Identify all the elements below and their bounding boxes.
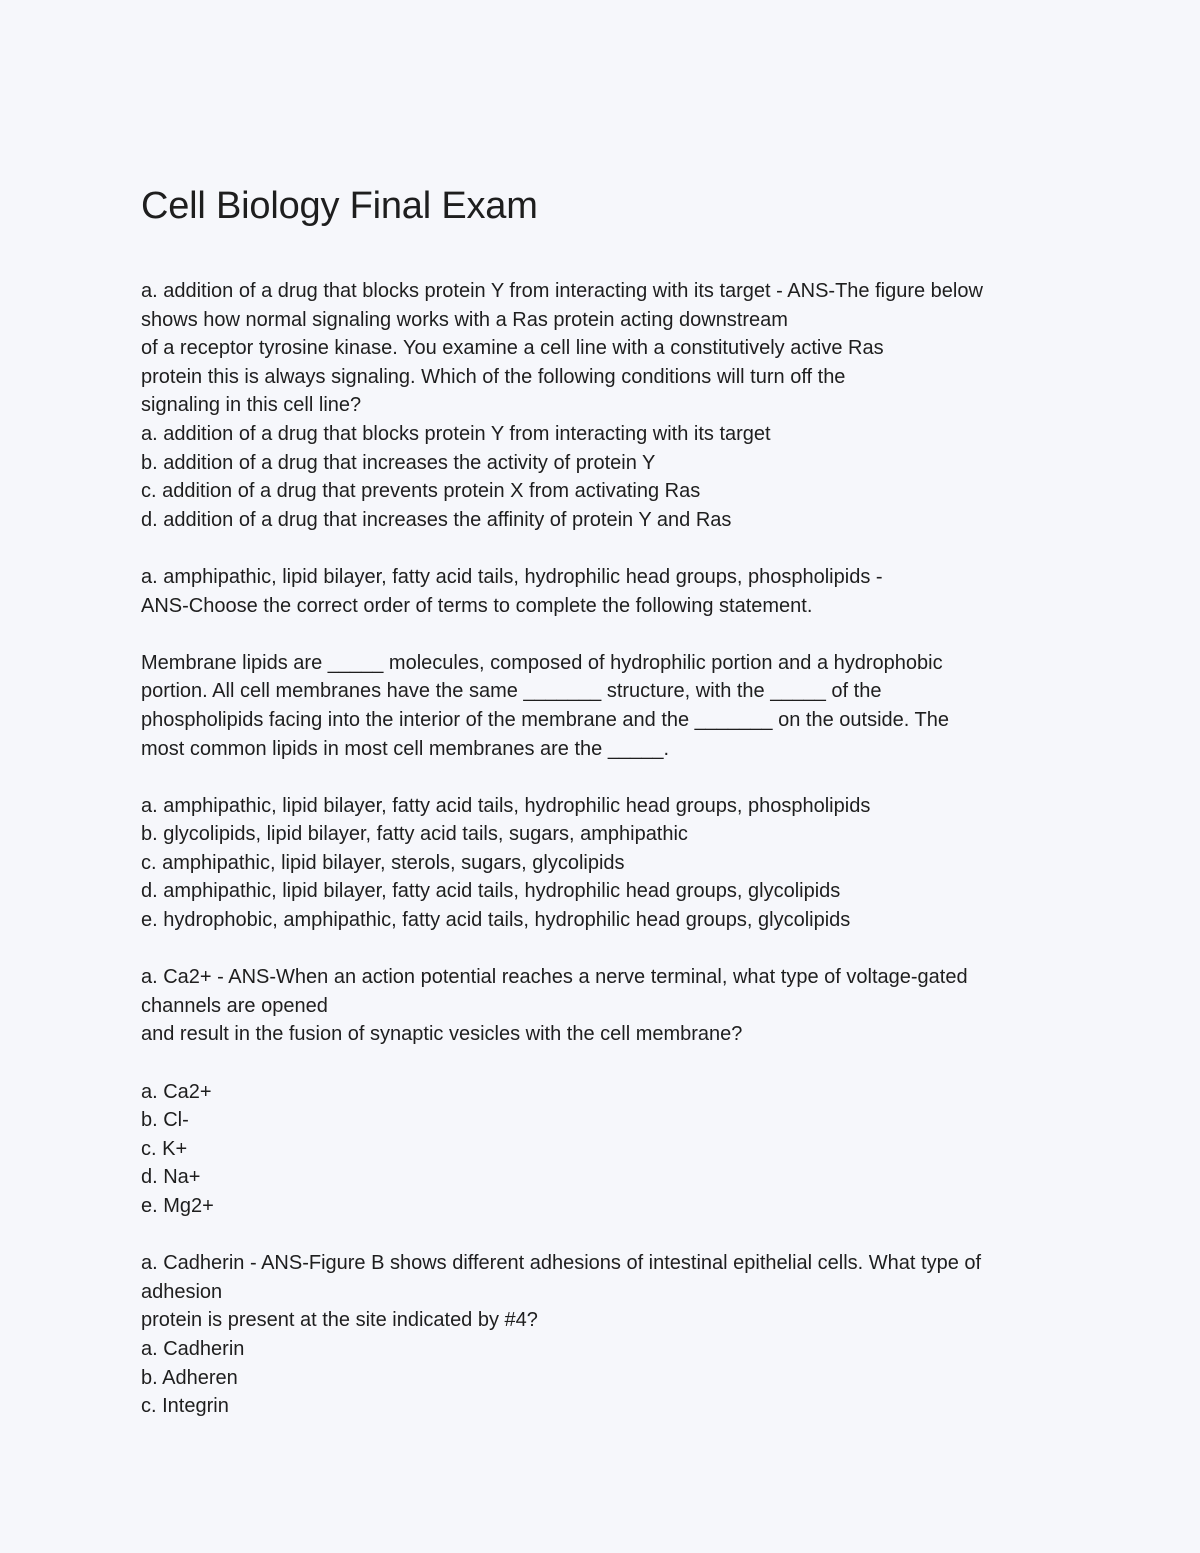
question-text-line: protein this is always signaling. Which of the following conditions will turn off the [141,365,846,388]
answer-option: e. hydrophobic, amphipathic, fatty acid tails, hydrophilic head groups, glycolipids [141,909,851,932]
page-title: Cell Biology Final Exam [141,185,538,227]
answer-option: b. Adheren [141,1366,238,1389]
question-3 [141,963,1081,1220]
spacer [141,534,1081,563]
question-text-line: and result in the fusion of synaptic vesicles with the cell membrane? [141,1023,743,1046]
answer-option: c. K+ [141,1137,188,1160]
question-text-line: channels are opened [141,994,328,1017]
answer-option: a. amphipathic, lipid bilayer, fatty acid tails, hydrophilic head groups, phospholipids [141,794,871,817]
question-text-line: shows how normal signaling works with a Ras protein acting downstream [141,308,788,331]
question-text-line: a. addition of a drug that blocks protein Y from interacting with its target - ANS-The figure below [141,280,983,302]
answer-option: d. amphipathic, lipid bilayer, fatty acid tails, hydrophilic head groups, glycolipids [141,880,841,903]
question-text-line: signaling in this cell line? [141,394,362,417]
question-text-line: protein is present at the site indicated by #4? [141,1309,538,1332]
question-text-line: ANS-Choose the correct order of terms to complete the following statement. [141,594,813,617]
statement-line: phospholipids facing into the interior of the membrane and the _______ on the outside. The [141,708,949,731]
question-text-line: adhesion [141,1280,223,1303]
answer-option: c. Integrin [141,1395,229,1418]
question-text-line: a. Ca2+ - ANS-When an action potential reaches a nerve terminal, what type of voltage-gated [141,966,968,989]
statement-line: Membrane lipids are _____ molecules, composed of hydrophilic portion and a hydrophobic [141,651,943,674]
answer-option: b. Cl- [141,1109,189,1132]
answer-option: b. addition of a drug that increases the activity of protein Y [141,451,656,474]
question-1 [141,277,1081,534]
answer-option: d. Na+ [141,1166,201,1189]
question-4 [141,1249,1081,1421]
answer-option: a. Cadherin [141,1337,245,1360]
answer-option: c. addition of a drug that prevents protein X from activating Ras [141,480,701,503]
question-text-line: a. amphipathic, lipid bilayer, fatty acid tails, hydrophilic head groups, phospholipids - [141,565,883,588]
statement-line: most common lipids in most cell membranes are the _____. [141,737,670,760]
question-text-line: of a receptor tyrosine kinase. You examine a cell line with a constitutively active Ras [141,337,884,360]
statement-line: portion. All cell membranes have the same _______ structure, with the _____ of the [141,680,882,703]
document-page [141,180,1081,1421]
answer-option: d. addition of a drug that increases the affinity of protein Y and Ras [141,508,732,531]
question-text-line: a. Cadherin - ANS-Figure B shows different adhesions of intestinal epithelial cells. What type of [141,1252,982,1275]
answer-option: a. addition of a drug that blocks protein Y from interacting with its target [141,422,771,445]
spacer [141,1221,1081,1250]
answer-option: c. amphipathic, lipid bilayer, sterols, sugars, glycolipids [141,851,625,874]
spacer [141,763,1081,792]
answer-option: b. glycolipids, lipid bilayer, fatty acid tails, sugars, amphipathic [141,823,688,846]
spacer [141,620,1081,649]
spacer [141,935,1081,964]
answer-option: e. Mg2+ [141,1195,214,1217]
answer-option: a. Ca2+ [141,1080,212,1103]
question-2 [141,563,1081,935]
spacer [141,1049,1081,1078]
